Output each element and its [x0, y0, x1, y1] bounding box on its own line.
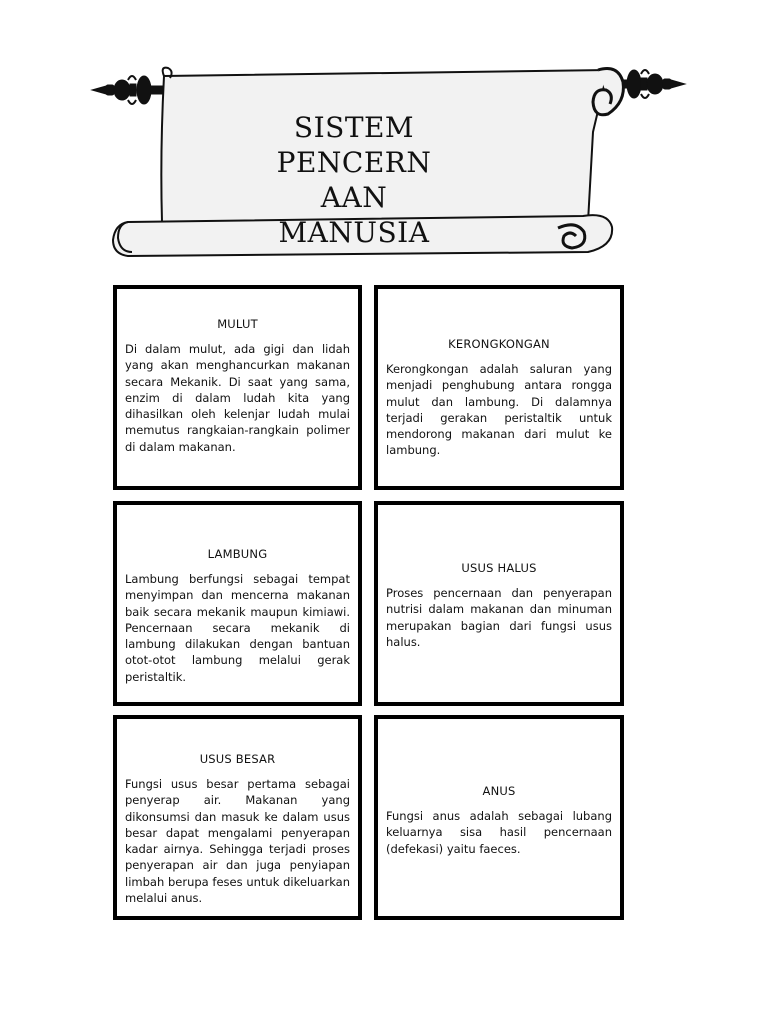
card-heading: MULUT: [217, 317, 258, 331]
card-mulut: [113, 285, 362, 490]
card-heading: KERONGKONGAN: [448, 337, 550, 351]
title-line-1: SISTEM: [293, 111, 415, 144]
card-body: Proses pencernaan dan penyerapan nutrisi dalam makanan dan minuman merupakan bagian dari fungsi usus halus.: [386, 586, 612, 649]
card-heading: USUS BESAR: [199, 752, 276, 766]
card-usus-besar: [113, 715, 362, 920]
card-usus-halus: [374, 501, 624, 706]
card-body: Di dalam mulut, ada gigi dan lidah yang akan menghancurkan makanan secara Mekanik. Di saat yang sama, enzim di dalam ludah kita yang dihasilkan oleh kelenjar ludah mulai memutus rangkaian-rangkain polimer di dalam makanan.: [125, 342, 350, 454]
card-anus: [374, 715, 624, 920]
page-title: [264, 110, 444, 250]
left-finial-ornament: [92, 76, 165, 104]
title-line-2: PENCERN: [276, 146, 432, 179]
title-line-3: AAN: [320, 181, 388, 214]
card-lambung: [113, 501, 362, 706]
card-heading: ANUS: [482, 784, 516, 798]
card-heading: LAMBUNG: [207, 547, 268, 561]
card-body: Fungsi anus adalah sebagai lubang keluarnya sisa hasil pencernaan (defekasi) yaitu faeces.: [386, 809, 612, 856]
card-kerongkongan: [374, 285, 624, 490]
card-body: Fungsi usus besar pertama sebagai penyerap air. Makanan yang dikonsumsi dan masuk ke dalam usus besar dapat mengalami penyerapan kadar airnya. Sehingga terjadi proses penyerapan air dan juga penyiapan limbah berupa feses untuk dikeluarkan melalui anus.: [125, 777, 350, 906]
card-heading: USUS HALUS: [461, 561, 537, 575]
card-body: Lambung berfungsi sebagai tempat menyimpan dan mencerna makanan baik secara mekanik maupun kimiawi. Pencernaan secara mekanik di lambung dilakukan dengan bantuan otot-otot lambung melalui gerak peristaltik.: [125, 572, 350, 684]
card-body: Kerongkongan adalah saluran yang menjadi penghubung antara rongga mulut dan lambung. Di dalamnya terjadi gerakan peristaltik untuk mendorong makanan dari mulut ke lambung.: [386, 362, 612, 458]
title-scroll-banner: [88, 62, 688, 262]
title-line-4: MANUSIA: [278, 216, 430, 249]
